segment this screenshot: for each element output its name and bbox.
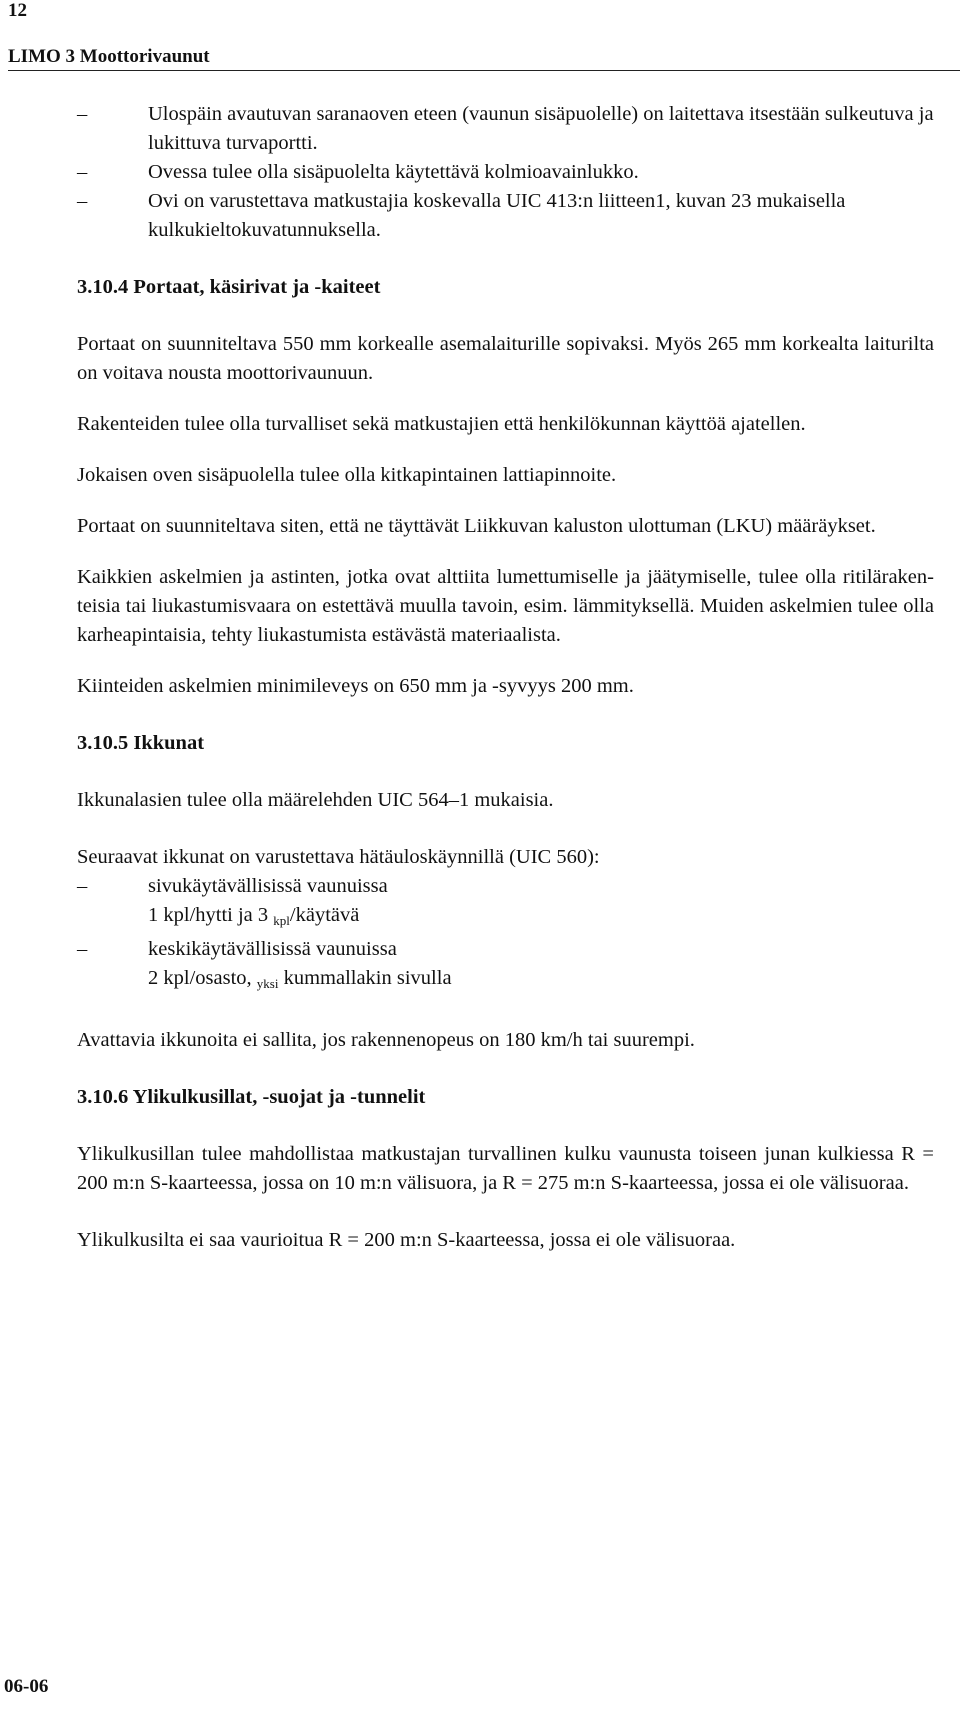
list-item-text: Ovessa tulee olla sisäpuolelta käytettävä kolmioavainlukko. [148,161,639,183]
list-item [77,187,934,245]
paragraph: Ikkunalasien tulee olla määrelehden UIC 564–1 mukaisia. [77,789,554,811]
header-divider [8,70,960,71]
list-item-detail: 1 kpl/hytti ja 3 $_{kpl}$/käytävä [148,904,360,928]
dash-bullet: – [77,190,88,212]
list-item-text: keskikäytävällisissä vaunuissa [148,938,397,960]
list-item-text: Ovi on varustettava matkustajia koskevalla UIC 413:n liitteen1, kuvan 23 mukaisella kulkukieltokuvatunnuksella. [148,190,846,241]
paragraph: Portaat on suunniteltava 550 mm korkealle asemalaiturille sopivaksi. Myös 265 mm korkealta laiturilta on voitava nousta moottorivaunuun. [77,333,934,384]
list-item [77,872,934,935]
list-item [77,100,934,158]
paragraph: Ylikulkusillan tulee mahdollistaa matkustajan turvallinen kulku vaunusta toiseen junan kulkiessa R = 200 m:n S-kaarteessa, jossa on 10 m:n välisuora, ja R = 275 m:n S-kaarteessa, jossa ei ole välisuoraa. [77,1143,934,1194]
list-item [77,935,934,998]
section-heading: 3.10.6 Ylikulkusillat, -suojat ja -tunnelit [77,1086,426,1108]
section-heading: 3.10.5 Ikkunat [77,732,205,754]
dash-bullet: – [77,938,88,960]
paragraph: Kiinteiden askelmien minimileveys on 650 mm ja -syvyys 200 mm. [77,675,634,697]
document-title: LIMO 3 Moottorivaunut [8,46,210,67]
paragraph: Seuraavat ikkunat on varustettava hätäuloskäynnillä (UIC 560): [77,846,600,868]
page-number: 12 [8,0,27,21]
paragraph: Portaat on suunniteltava siten, että ne täyttävät Liikkuvan kaluston ulottuman (LKU) määräykset. [77,515,876,537]
dash-bullet: – [77,875,88,897]
list-item-text: sivukäytävällisissä vaunuissa [148,875,388,897]
list-item-detail: 2 kpl/osasto, $_{yksi}$ kummallakin sivulla [148,967,452,991]
paragraph: Jokaisen oven sisäpuolella tulee olla kitkapintainen lattiapinnoite. [77,464,617,486]
list-item-text: Ulospäin avautuvan saranaoven eteen (vaunun sisäpuolelle) on laitettava itsestään sulkeutuva ja lukittuva turvaportti. [148,103,934,154]
document-body [77,100,934,1255]
dash-bullet: – [77,161,88,183]
paragraph: Avattavia ikkunoita ei sallita, jos rakennenopeus on 180 km/h tai suurempi. [77,1029,695,1051]
footer-code: 06-06 [4,1676,49,1697]
paragraph: Ylikulkusilta ei saa vaurioitua R = 200 m:n S-kaarteessa, jossa ei ole välisuoraa. [77,1229,736,1251]
paragraph: Rakenteiden tulee olla turvalliset sekä matkustajien että henkilökunnan käyttöä ajatellen. [77,413,806,435]
section-heading: 3.10.4 Portaat, käsirivat ja -kaiteet [77,276,381,298]
list-item [77,158,934,187]
paragraph: Kaikkien askelmien ja astinten, jotka ovat alttiita lumettumiselle ja jäätymiselle, tulee olla ritilärakenteisia tai liukastumisvaara on estettävä muulla tavoin, esim. lämmityksellä. Muiden askelmien tulee olla karheapintaisia, tehty liukastumista estävästä materiaalista. [77,566,934,646]
dash-bullet: – [77,103,88,125]
